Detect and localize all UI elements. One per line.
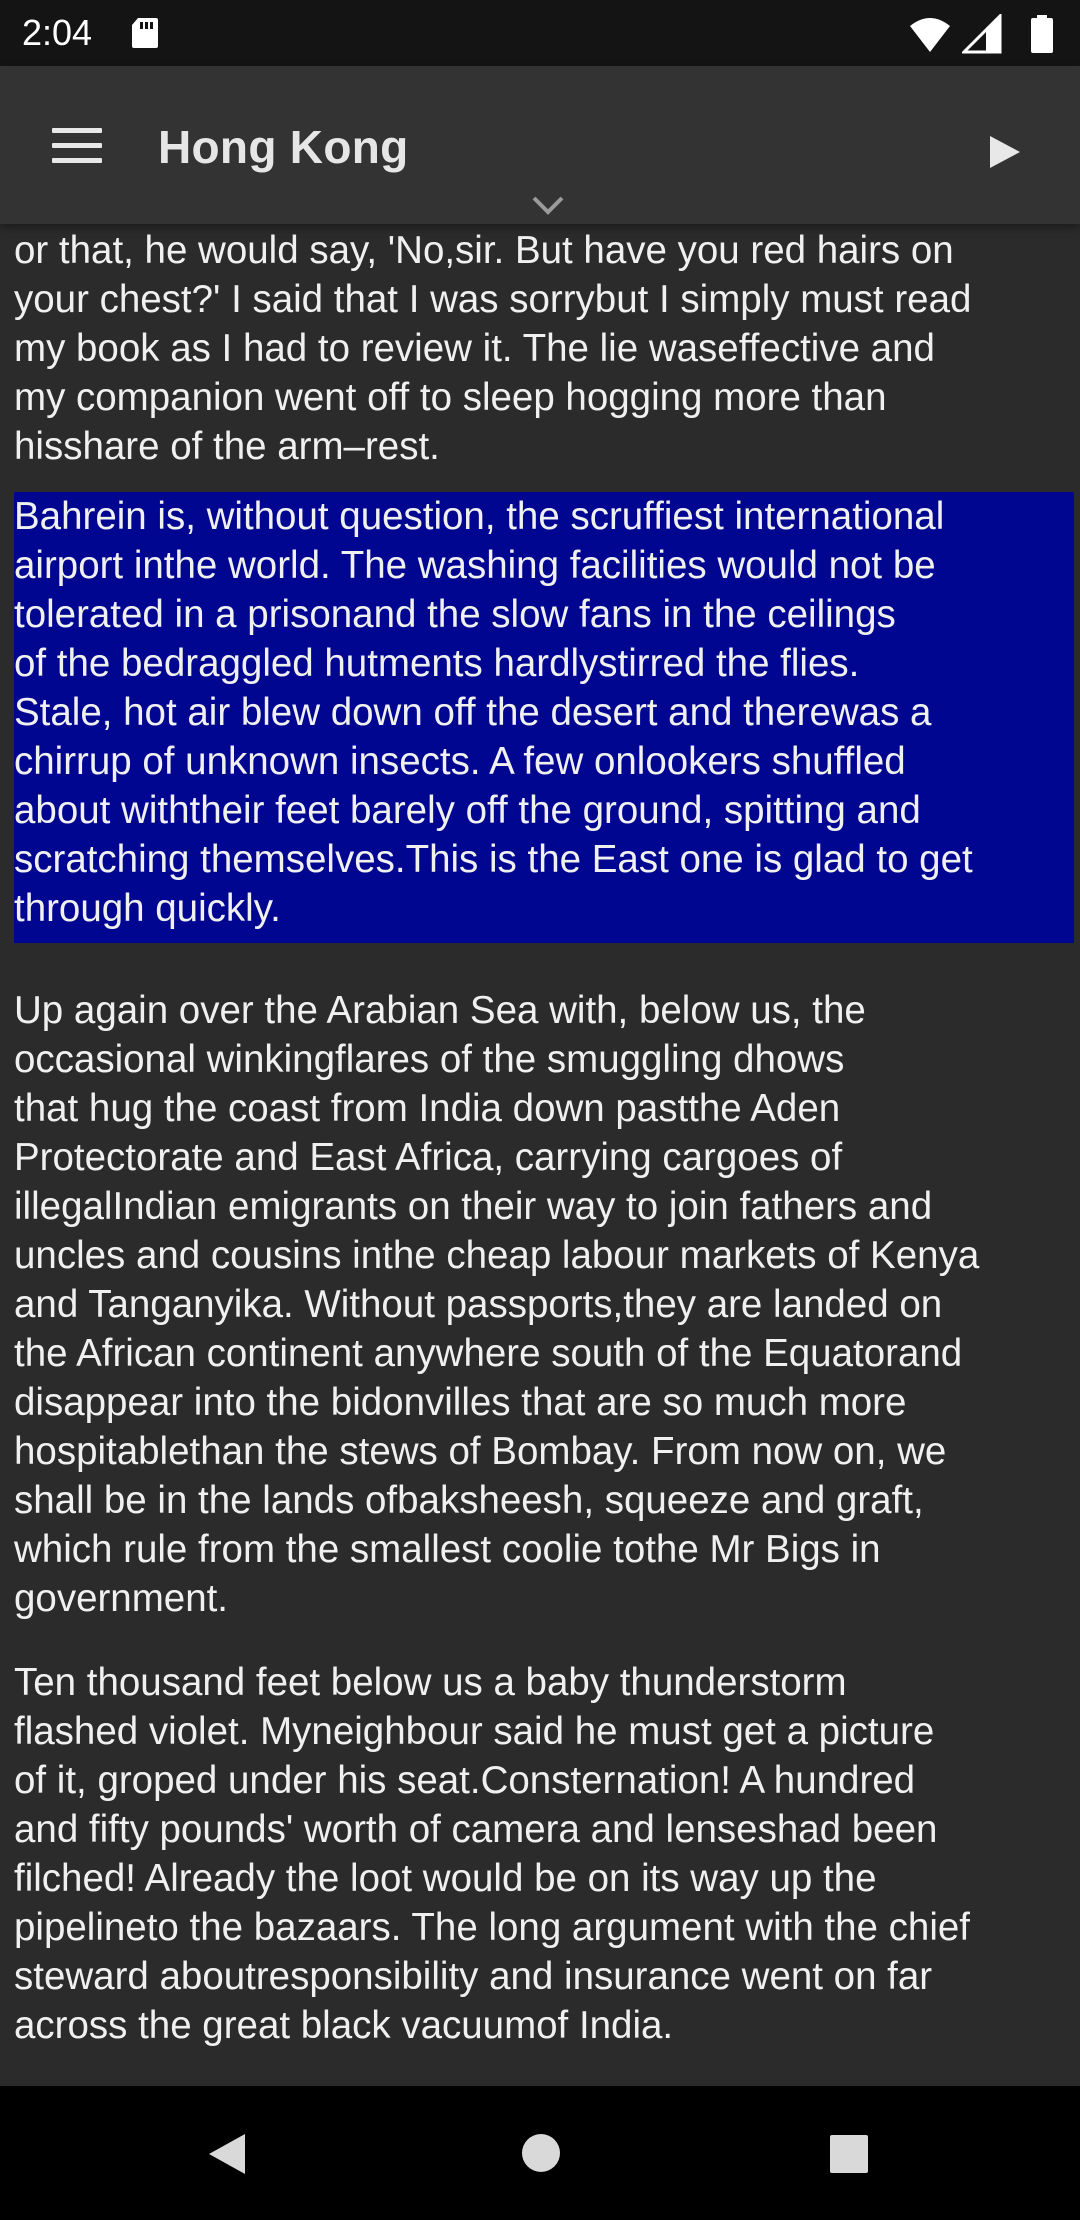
paragraph[interactable]: or that, he would say, 'No,sir. But have you red hairs on your chest?' I said that I was sorrybut I simply must read my book as I had to review it. The lie waseffective and my companion went off to sleep hogging more than hisshare of the arm–rest. — [14, 229, 972, 468]
reading-content[interactable] — [0, 224, 1080, 2086]
app-bar — [0, 66, 1080, 224]
signal-icon — [962, 14, 1002, 54]
paragraph[interactable]: Ten thousand feet below us a baby thunderstorm flashed violet. Myneighbour said he must get a picture of it, groped under his seat.Consternation! A hundred and fifty pounds' worth of camera and lenseshad been filched! Already the loot would be on its way up the pipelineto the bazaars. The long argument with the chief steward aboutresponsibility and insurance went on far across the great black vacuumof India. — [14, 1661, 970, 2047]
back-icon[interactable] — [205, 2130, 249, 2178]
recents-icon[interactable] — [828, 2133, 870, 2175]
system-nav-bar — [0, 2086, 1080, 2220]
wifi-icon — [908, 14, 952, 54]
home-icon[interactable] — [520, 2132, 562, 2174]
status-icons — [862, 14, 1062, 54]
play-icon[interactable] — [980, 122, 1030, 182]
page-title: Hong Kong — [158, 121, 409, 173]
menu-icon[interactable] — [50, 124, 106, 168]
battery-icon — [1030, 14, 1054, 54]
sd-card-icon — [130, 16, 160, 50]
paragraph[interactable]: Up again over the Arabian Sea with, below us, the occasional winkingflares of the smuggling dhows that hug the coast from India down pastthe Aden Protectorate and East Africa, carrying cargoes of illegalIndian emigrants on their way to join fathers and uncles and cousins inthe cheap labour markets of Kenya and Tanganyika. Without passports,they are landed on the African continent anywhere south of the Equatorand disappear into the bidonvilles that are so much more hospitablethan the stews of Bombay. From now on, we shall be in the lands ofbaksheesh, squeeze and graft, which rule from the smallest coolie tothe Mr Bigs in government. — [14, 989, 980, 1620]
chevron-down-icon[interactable] — [528, 190, 568, 220]
status-time: 2:04 — [22, 12, 93, 53]
paragraph-highlighted[interactable]: Bahrein is, without question, the scruffiest international airport inthe world. The washing facilities would not be tolerated in a prisonand the slow fans in the ceilings of the bedraggled hutments hardlystirred the flies. Stale, hot air blew down off the desert and therewas a chirrup of unknown insects. A few onlookers shuffled about withtheir feet barely off the ground, spitting and scratching themselves.This is the East one is glad to get through quickly. — [14, 492, 1074, 943]
status-bar — [0, 0, 1080, 66]
